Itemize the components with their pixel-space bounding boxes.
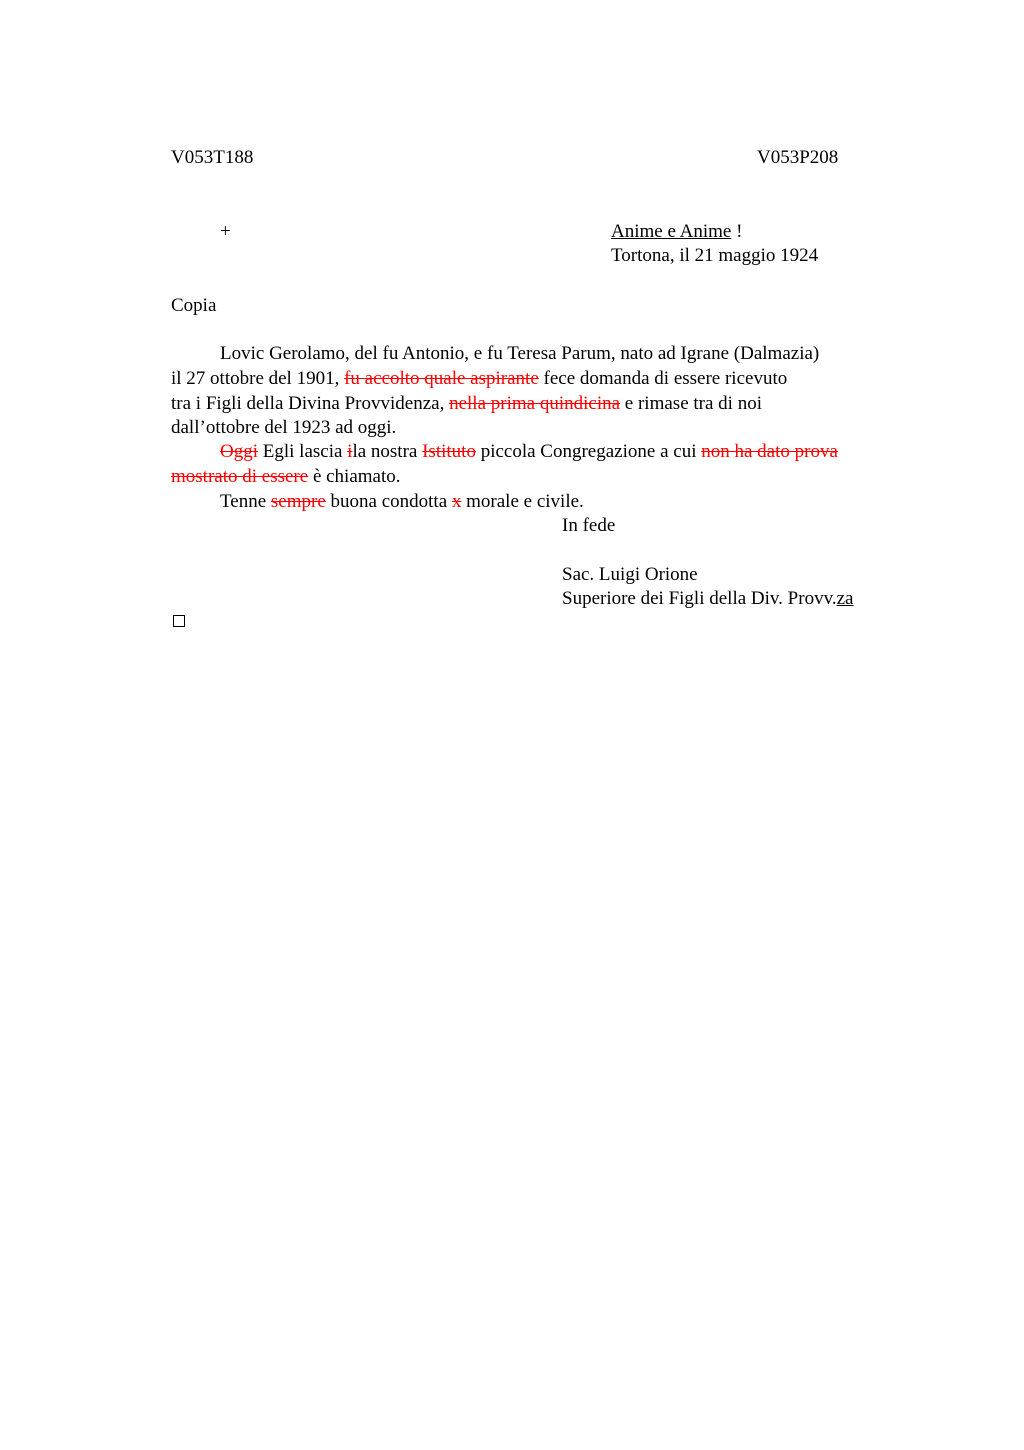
body-text: buona condotta [325,491,452,512]
body-line-1: Lovic Gerolamo, del fu Antonio, e fu Teresa Parum, nato ad Igrane (Dalmazia) [220,343,820,364]
body-line-4: dall’ottobre del 1923 ad oggi. [171,417,397,438]
deleted-text: fu accolto quale aspirante [344,368,539,389]
body-text: piccola Congregazione a cui [475,441,702,462]
body-line-2 [171,367,787,391]
motto [611,220,742,244]
deleted-text: non ha dato prova [701,441,838,462]
body-text: Tenne [220,491,271,512]
body-line-3 [171,392,762,416]
closing-in-fede: In fede [562,515,616,536]
signature-name: Sac. Luigi Orione [562,564,698,585]
deleted-text: i [347,441,353,462]
body-text: Egli lascia [258,441,348,462]
body-text: è chiamato. [308,466,401,487]
body-text: tra i Figli della Divina Provvidenza, [171,393,450,414]
motto-suffix: ! [731,221,743,242]
document-code-left: V053T188 [171,147,254,168]
deleted-text: x [451,491,462,512]
motto-text: Anime e Anime [611,221,732,242]
signature-title-suffix: za [836,588,854,609]
copy-label: Copia [171,295,217,316]
deleted-text: Istituto [422,441,476,462]
signature-title-text: Superiore dei Figli della Div. Provv. [562,588,837,609]
body-text: fece domanda di essere ricevuto [538,368,788,389]
deleted-text: mostrato di essere [171,466,309,487]
empty-checkbox-icon [173,615,185,627]
body-text: il 27 ottobre del 1901, [171,368,345,389]
deleted-text: nella prima quindicina [449,393,621,414]
body-line-5 [220,440,838,464]
document-code-right: V053P208 [757,147,839,168]
cross-symbol: + [220,221,231,242]
body-line-6 [171,465,401,489]
body-text: e rimase tra di noi [620,393,762,414]
place-date: Tortona, il 21 maggio 1924 [611,245,819,266]
body-text: morale e civile. [461,491,584,512]
signature-title [562,587,853,611]
deleted-text: sempre [270,491,326,512]
body-line-7 [220,490,584,514]
deleted-text: Oggi [220,441,258,462]
body-text: la nostra [352,441,423,462]
